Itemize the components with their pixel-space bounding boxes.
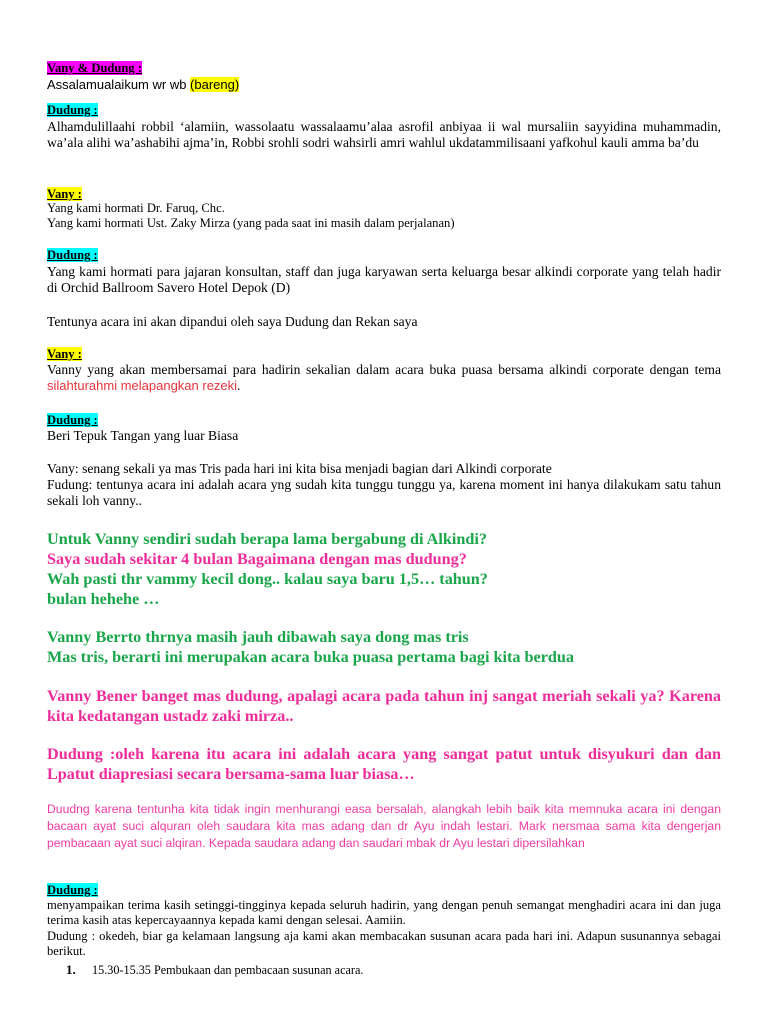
speaker-vany-dudung: Vany & Dudung : bbox=[47, 61, 143, 75]
section-applause bbox=[47, 412, 721, 428]
theme-name: silahturahmi melapangkan rezeki bbox=[47, 378, 238, 393]
speaker-dudung-3: Dudung : bbox=[47, 413, 98, 427]
greeting-text: Assalamualaikum wr wb bbox=[47, 77, 191, 92]
dialogue-line-2: Saya sudah sekitar 4 bulan Bagaimana dengan mas dudung? bbox=[47, 550, 467, 568]
vany-dialogue: Vany: senang sekali ya mas Tris pada hari ini kita bisa menjadi bagian dari Alkindi corporate bbox=[47, 461, 552, 476]
respect-line-1: Yang kami hormati Dr. Faruq, Chc. bbox=[47, 201, 225, 215]
dialogue-line-8: Dudung :oleh karena itu acara ini adalah acara yang sangat patut untuk disyukuri dan dan Lpatut diapresiasi secara bersama-sama luar biasa… bbox=[47, 745, 721, 783]
applause-text: Beri Tepuk Tangan yang luar Biasa bbox=[47, 428, 239, 443]
speaker-dudung-2: Dudung : bbox=[47, 248, 98, 262]
speaker-vany-2: Vany : bbox=[47, 347, 82, 361]
dialogue-line-5: Vanny Berrto thrnya masih jauh dibawah saya dong mas tris bbox=[47, 628, 469, 646]
dialogue-line-3: Wah pasti thr vammy kecil dong.. kalau saya baru 1,5… tahun? bbox=[47, 570, 488, 588]
theme-text bbox=[47, 362, 721, 394]
dialogue-line-7: Vanny Bener banget mas dudung, apalagi acara pada tahun inj sangat meriah sekali ya? Karena kita kedatangan ustadz zaki mirza.. bbox=[47, 687, 721, 725]
opening-prayer-text: Alhamdulillaahi robbil ‘alamiin, wassolaatu wassalaamu’alaa asrofil anbiyaa ii wal mursaliin sayyidina muhammadin, wa’ala alihi wa’ashabihi ajma’in, Robbi srohli sodri wahsirli amri wahlul ukdatammilisaani yafkohul kauli amma ba’du bbox=[47, 119, 721, 150]
speaker-dudung-1: Dudung : bbox=[47, 103, 98, 117]
greeting-together-note: (bareng) bbox=[190, 77, 240, 92]
dialogue-line-1: Untuk Vanny sendiri sudah berapa lama bergabung di Alkindi? bbox=[47, 530, 487, 548]
section-vany-respect bbox=[47, 186, 721, 202]
theme-text-end: . bbox=[237, 378, 241, 393]
dialogue-line-6: Mas tris, berarti ini merupakan acara buka puasa pertama bagi kita berdua bbox=[47, 648, 575, 666]
dudung-respect-text: Yang kami hormati para jajaran konsultan, staff dan juga karyawan serta keluarga besar alkindi corporate yang telah hadir di Orchid Ballroom Savero Hotel Depok (D) bbox=[47, 264, 721, 295]
host-intro-text: Tentunya acara ini akan dipandui oleh saya Dudung dan Rekan saya bbox=[47, 314, 418, 329]
speaker-dudung-4: Dudung : bbox=[47, 883, 98, 897]
respect-line-2: Yang kami hormati Ust. Zaky Mirza (yang pada saat ini masih dalam perjalanan) bbox=[47, 216, 455, 230]
fudung-dialogue: Fudung: tentunya acara ini adalah acara yng sudah kita tunggu tunggu ya, karena moment ini hanya dilakukam satu tahun sekali loh vanny.. bbox=[47, 477, 721, 508]
section-vany-theme bbox=[47, 346, 721, 362]
speaker-vany-1: Vany : bbox=[47, 187, 82, 201]
section-dudung-respect bbox=[47, 247, 721, 263]
section-opening-prayer bbox=[47, 102, 721, 118]
thanks-text: menyampaikan terima kasih setinggi-tingginya kepada seluruh hadirin, yang dengan penuh semangat menghadiri acara ini dan juga terima kasih atas kepercayaannya kepada kami dengan selesai. Aamiin. bbox=[47, 898, 721, 927]
section-thanks bbox=[47, 882, 721, 898]
quran-invitation-text: Duudng karena tentunha kita tidak ingin menhurangi easa bersalah, alangkah lebih baik kita memnuka acara ini dengan bacaan ayat suci alquran oleh saudara kita mas adang dan dr Ayu indah lestari. Mark nersmaa sama kita dengerjan pembacaan ayat suci alqiran. Kepada saudara adang dan saudari mbak dr Ayu lestari dipersilahkan bbox=[47, 802, 721, 850]
list-item-number: 1. bbox=[66, 962, 76, 977]
dialogue-line-4: bulan hehehe … bbox=[47, 590, 160, 608]
section-greeting bbox=[47, 60, 721, 76]
agenda-intro-text: Dudung : okedeh, biar ga kelamaan langsung aja kami akan membacakan susunan acara pada hari ini. Adapun susunannya sebagai berikut. bbox=[47, 929, 721, 958]
list-item bbox=[66, 962, 716, 978]
list-item-text: 15.30-15.35 Pembukaan dan pembacaan susunan acara. bbox=[92, 963, 364, 977]
theme-text-main: Vanny yang akan membersamai para hadirin sekalian dalam acara buka puasa bersama alkindi corporate dengan tema bbox=[47, 362, 721, 377]
greeting-line bbox=[47, 77, 721, 93]
